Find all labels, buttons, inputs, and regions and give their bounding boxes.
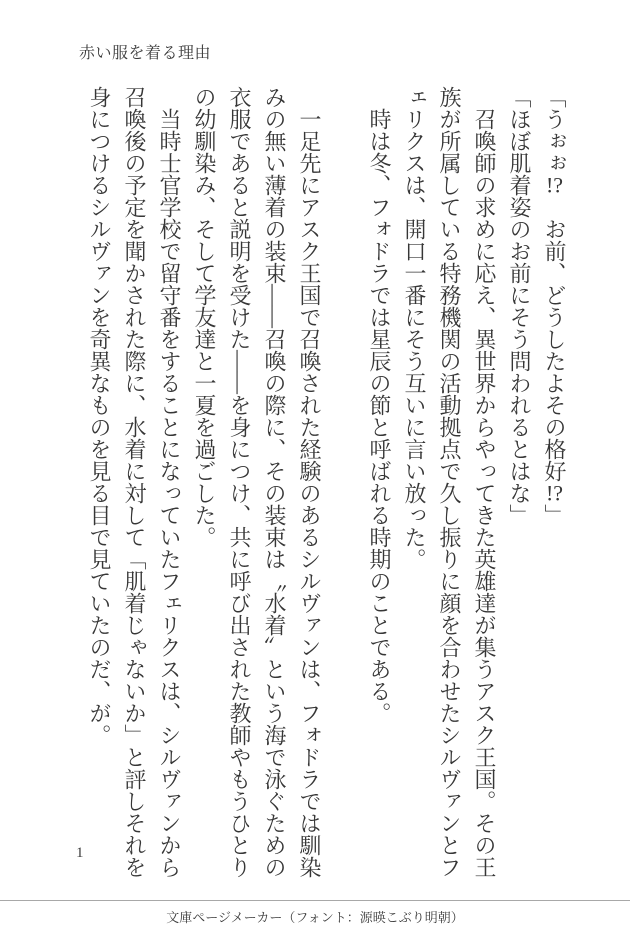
text-line: 召喚後の予定を聞かされた際に、水着に対して「肌着じゃないか」と評しそれを	[122, 86, 147, 878]
text-line: 「うぉぉ!? お前、どうしたよその格好!?」	[542, 86, 567, 526]
tatechuyoko-punctuation: !?	[545, 174, 564, 196]
text-line: みの無い薄着の装束――召喚の際に、その装束は〝水着〟という海で泳ぐための	[262, 86, 287, 878]
text-line: 当時士官学校で留守番をすることになっていたフェリクスは、シルヴァンから	[157, 86, 182, 878]
text-line: 身につけるシルヴァンを奇異なものを見る目で見ていたのだ、が。	[87, 86, 112, 746]
text-line: 衣服であると説明を受けた――を身につけ、共に呼び出された教師やもうひとり	[227, 86, 252, 878]
page-title: 赤い服を着る理由	[79, 45, 212, 62]
footer-caption: 文庫ページメーカー（フォント：源暎こぶり明朝）	[166, 910, 464, 925]
text-line: ェリクスは、開口一番にそう互いに言い放った。	[402, 86, 427, 570]
footer-divider	[0, 900, 630, 901]
tatechuyoko-punctuation: !?	[545, 482, 564, 504]
text-line: 族が所属している特務機関の活動拠点で久し振りに顔を合わせたシルヴァンとフ	[437, 86, 462, 878]
text-line: 召喚師の求めに応え、異世界からやってきた英雄達が集うアスク王国。その王	[472, 86, 497, 878]
text-line	[327, 86, 362, 878]
text-line: 一足先にアスク王国で召喚された経験のあるシルヴァンは、フォドラでは馴染	[297, 86, 322, 878]
text-line: の幼馴染み、そして学友達と一夏を過ごした。	[192, 86, 217, 548]
text-line: 時は冬、フォドラでは星辰の節と呼ばれる時期のことである。	[367, 86, 392, 724]
page-number: 1	[76, 845, 84, 861]
body-text	[82, 86, 572, 882]
text-line: 「ほぼ肌着姿のお前にそう問われるとはな」	[507, 86, 532, 526]
